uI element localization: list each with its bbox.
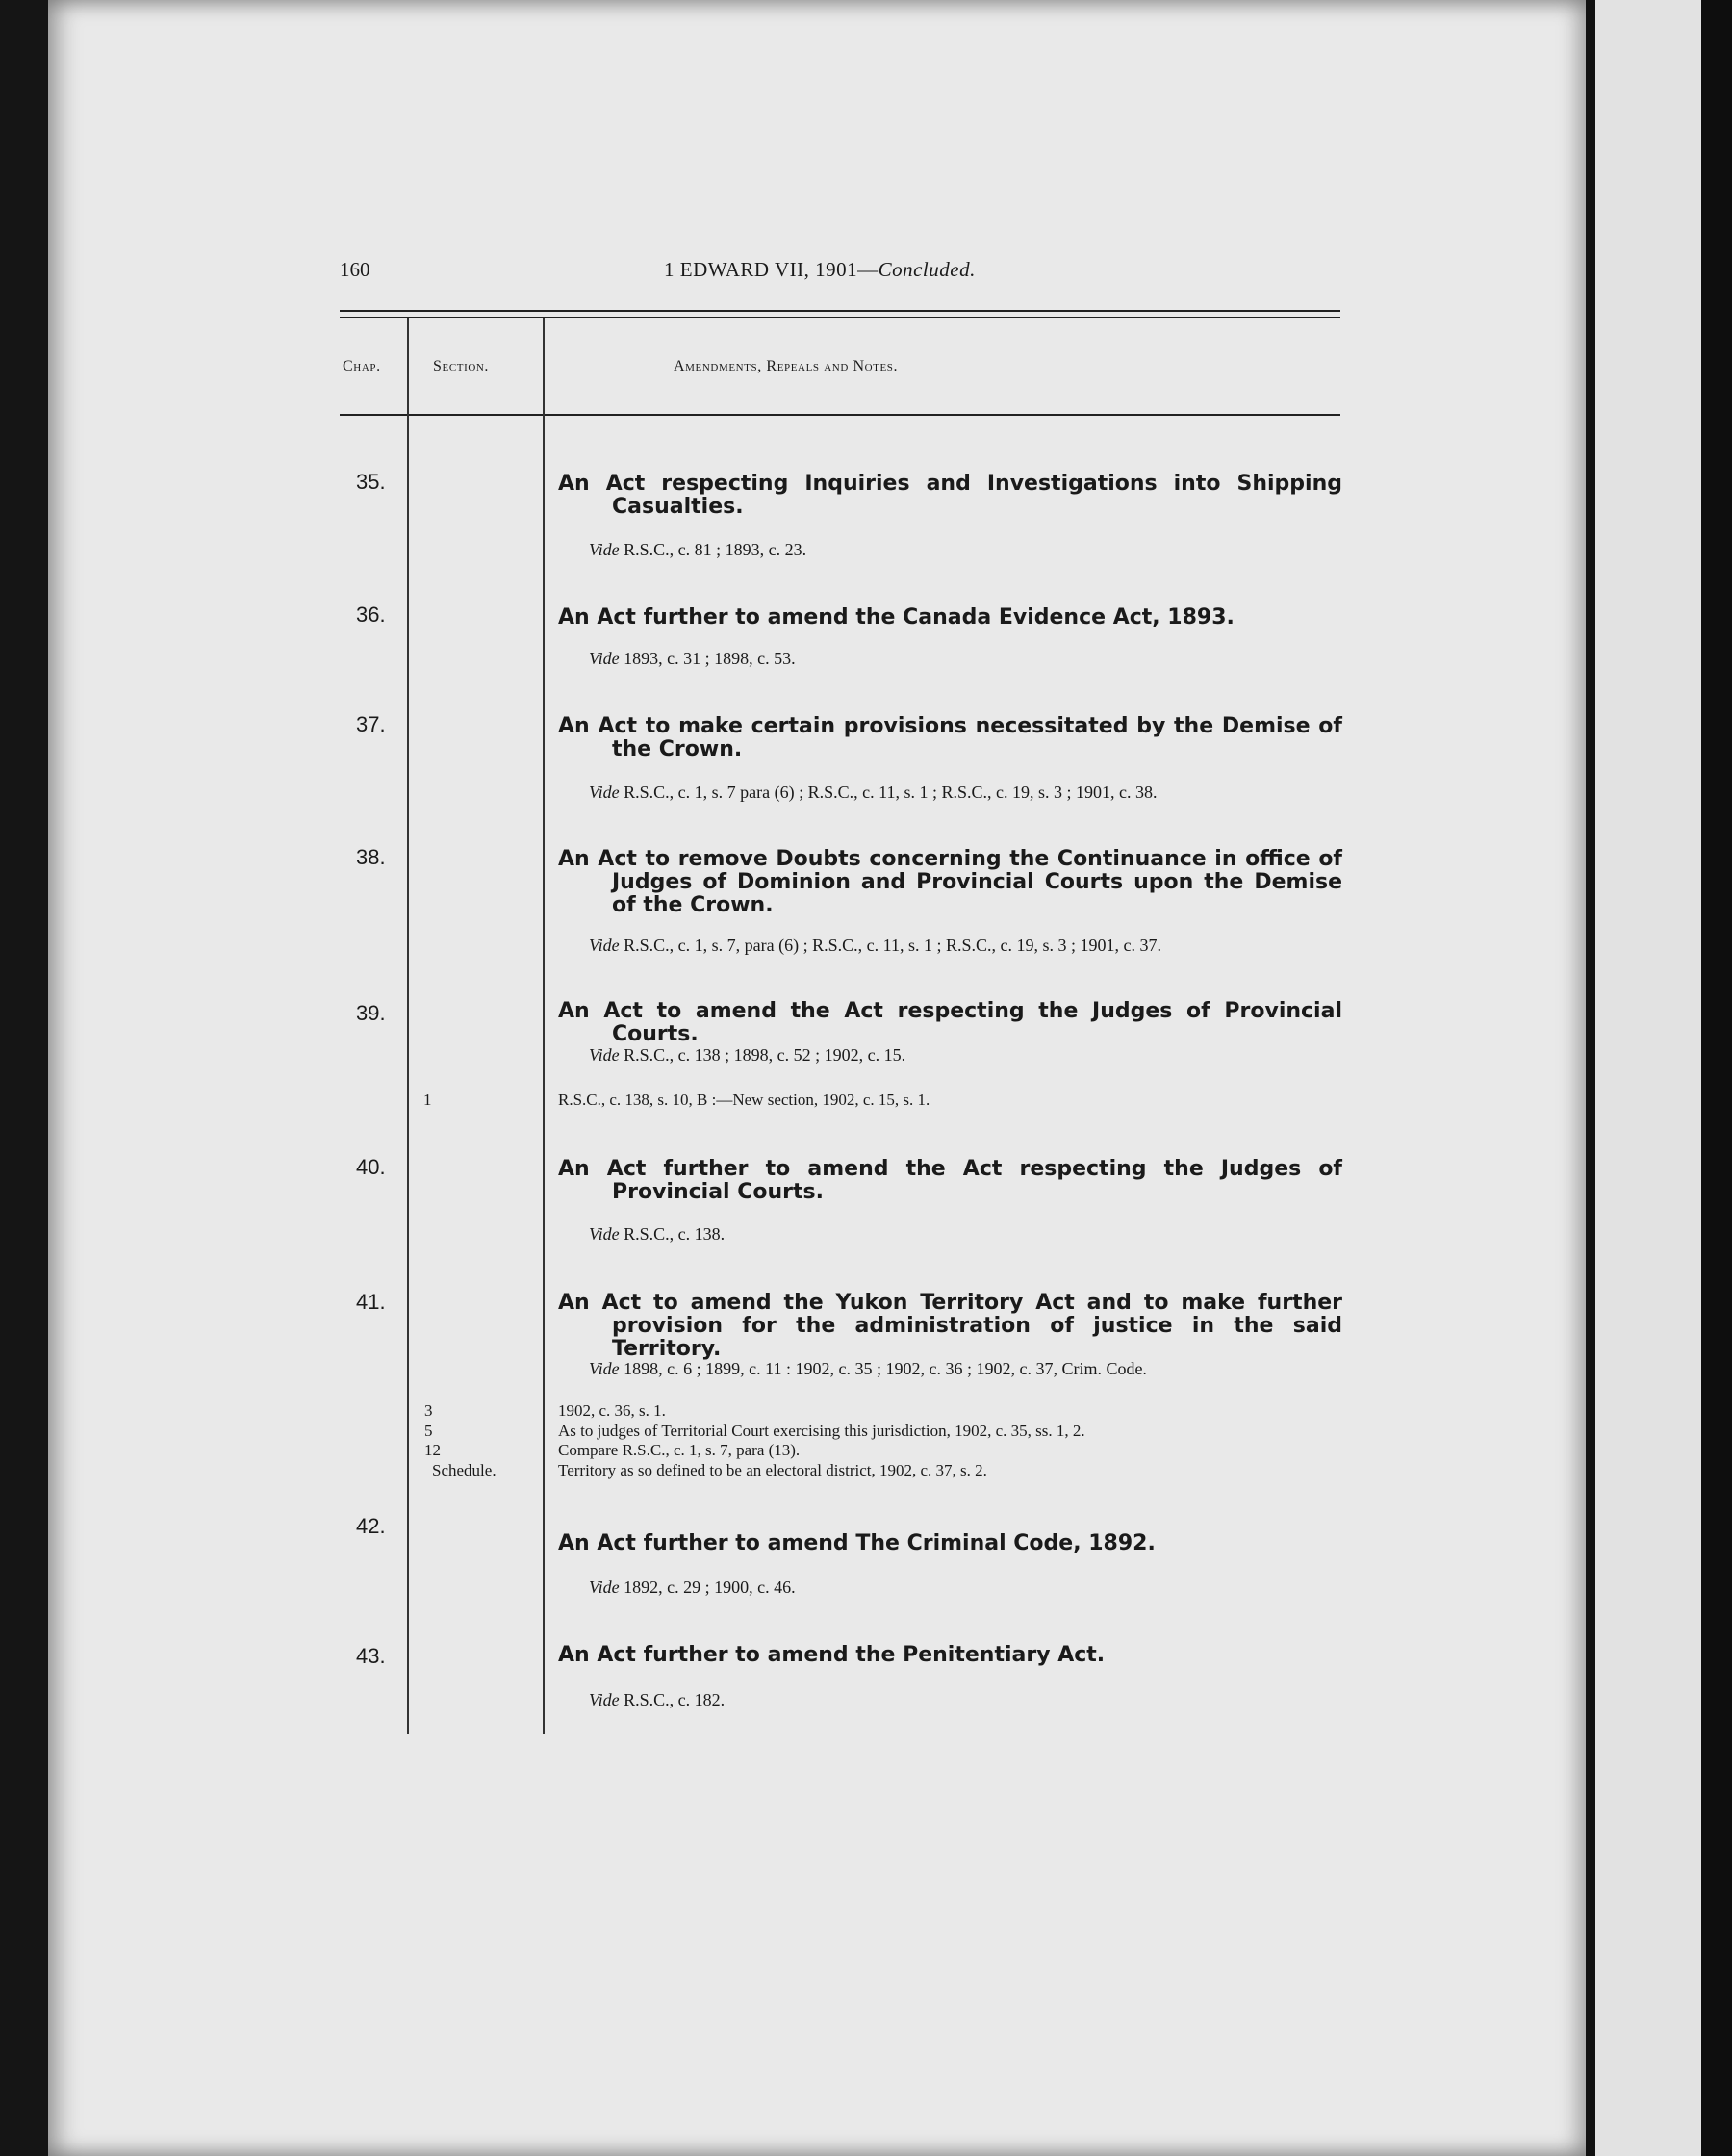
chapter-number: 43. bbox=[356, 1644, 386, 1668]
column-head-notes: Amendments, Repeals and Notes. bbox=[674, 358, 899, 374]
column-head-rule bbox=[340, 414, 1340, 416]
vide-reference: Vide R.S.C., c. 1, s. 7 para (6) ; R.S.C., c. 11, s. 1 ; R.S.C., c. 19, s. 3 ; 1901, c. 38. bbox=[589, 783, 1158, 802]
section-note: 1902, c. 36, s. 1. bbox=[558, 1401, 666, 1420]
section-note: R.S.C., c. 138, s. 10, B :—New section, 1902, c. 15, s. 1. bbox=[558, 1091, 930, 1109]
chapter-number: 37. bbox=[356, 712, 386, 736]
section-number: 3 bbox=[424, 1401, 433, 1420]
act-title: An Act respecting Inquiries and Investigations into Shipping Casualties. bbox=[558, 472, 1342, 519]
facing-page-edge bbox=[1586, 0, 1732, 2156]
show-through-text bbox=[577, 364, 582, 385]
act-title: An Act to make certain provisions necessitated by the Demise of the Crown. bbox=[558, 714, 1342, 761]
page-number: 160 bbox=[340, 258, 370, 281]
running-title-suffix: Concluded. bbox=[878, 258, 976, 281]
binding-shadow bbox=[1701, 0, 1732, 2156]
column-head-chap: Chap. bbox=[343, 358, 381, 374]
vide-reference: Vide R.S.C., c. 81 ; 1893, c. 23. bbox=[589, 540, 807, 559]
running-title: 1 EDWARD VII, 1901— bbox=[664, 258, 879, 281]
act-title: An Act further to amend the Canada Evidence Act, 1893. bbox=[558, 605, 1235, 629]
header-rule-bottom bbox=[340, 317, 1340, 318]
column-rule-chap bbox=[407, 318, 409, 1734]
section-number: 12 bbox=[424, 1441, 441, 1459]
section-number: 5 bbox=[424, 1422, 433, 1440]
vide-reference: Vide 1898, c. 6 ; 1899, c. 11 : 1902, c. 35 ; 1902, c. 36 ; 1902, c. 37, Crim. Code. bbox=[589, 1359, 1147, 1378]
chapter-number: 39. bbox=[356, 1001, 386, 1025]
chapter-number: 42. bbox=[356, 1514, 386, 1538]
vide-reference: Vide 1893, c. 31 ; 1898, c. 53. bbox=[589, 649, 796, 668]
vide-reference: Vide R.S.C., c. 182. bbox=[589, 1690, 726, 1709]
column-head-section: Section. bbox=[433, 358, 490, 374]
chapter-number: 38. bbox=[356, 845, 386, 869]
act-title: An Act to amend the Act respecting the Judges of Provincial Courts. bbox=[558, 999, 1342, 1046]
act-title: An Act further to amend the Act respecting the Judges of Provincial Courts. bbox=[558, 1157, 1342, 1204]
chapter-number: 41. bbox=[356, 1290, 386, 1314]
chapter-number: 36. bbox=[356, 603, 386, 627]
running-head bbox=[664, 258, 976, 282]
act-title: An Act to amend the Yukon Territory Act and to make further provision for the administration of justice in the said Territory. bbox=[558, 1291, 1342, 1361]
section-number: 1 bbox=[423, 1091, 432, 1109]
header-rule-top bbox=[340, 310, 1340, 312]
vide-reference: Vide R.S.C., c. 1, s. 7, para (6) ; R.S.C., c. 11, s. 1 ; R.S.C., c. 19, s. 3 ; 1901, c. 37. bbox=[589, 936, 1161, 955]
section-note: As to judges of Territorial Court exercising this jurisdiction, 1902, c. 35, ss. 1, 2. bbox=[558, 1422, 1085, 1440]
act-title: An Act further to amend the Penitentiary Act. bbox=[558, 1643, 1106, 1667]
document-page bbox=[48, 0, 1588, 2156]
chapter-number: 35. bbox=[356, 470, 386, 494]
chapter-number: 40. bbox=[356, 1155, 386, 1179]
section-note: Compare R.S.C., c. 1, s. 7, para (13). bbox=[558, 1441, 801, 1459]
vide-reference: Vide R.S.C., c. 138 ; 1898, c. 52 ; 1902, c. 15. bbox=[589, 1045, 906, 1065]
column-rule-section bbox=[543, 318, 545, 1734]
section-note: Territory as so defined to be an electoral district, 1902, c. 37, s. 2. bbox=[558, 1461, 987, 1479]
act-title: An Act to remove Doubts concerning the Continuance in office of Judges of Dominion and Provincial Courts upon the Demise of the Crown. bbox=[558, 847, 1342, 917]
act-title: An Act further to amend The Criminal Code, 1892. bbox=[558, 1531, 1156, 1555]
vide-reference: Vide 1892, c. 29 ; 1900, c. 46. bbox=[589, 1578, 796, 1597]
section-number: Schedule. bbox=[432, 1461, 497, 1479]
vide-reference: Vide R.S.C., c. 138. bbox=[589, 1224, 726, 1244]
